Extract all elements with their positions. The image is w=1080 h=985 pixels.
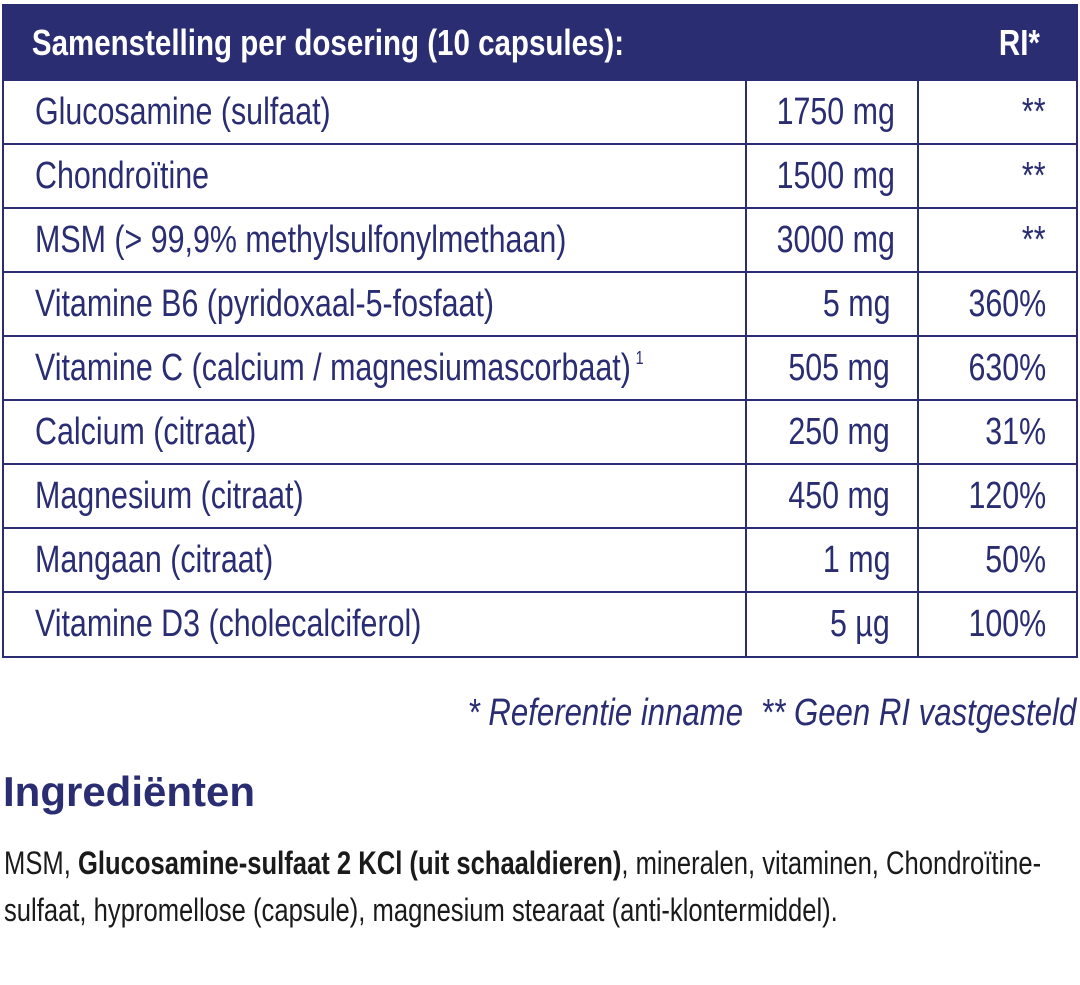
- ri-column-header: RI*: [998, 21, 1040, 63]
- ingredient-name-cell: [4, 592, 746, 656]
- ingredient-name-cell: [4, 400, 746, 464]
- table-row: [4, 80, 1076, 144]
- ingredient-amount: 1 mg: [822, 538, 890, 581]
- table-row: [4, 400, 1076, 464]
- ingredient-footnote-mark: 1: [635, 347, 644, 368]
- ingredient-name: Calcium (citraat): [35, 410, 257, 453]
- ingredient-ri: 31%: [985, 410, 1046, 453]
- ingredient-name: Vitamine D3 (cholecalciferol): [35, 603, 422, 645]
- ingredient-ri-cell: [918, 400, 1076, 464]
- ingredient-name-cell: [4, 208, 746, 272]
- ingredient-ri-cell: [918, 80, 1076, 144]
- ingredients-highlight: Glucosamine-sulfaat 2 KCl (uit schaaldieren): [77, 845, 622, 881]
- ingredients-rest: , mineralen, vitaminen, Chondroïtine-sulfaat, hypromellose (capsule), magnesium stearaat (anti-klontermiddel).: [4, 845, 1042, 928]
- ingredient-name-cell: [4, 528, 746, 592]
- ingredient-ri: 120%: [968, 474, 1046, 517]
- table-row: [4, 464, 1076, 528]
- ingredient-amount: 505 mg: [788, 346, 890, 389]
- footnote-no-ri: ** Geen RI vastgesteld: [760, 692, 1076, 734]
- ingredient-ri: 100%: [968, 603, 1046, 645]
- ingredient-amount: 1750 mg: [776, 90, 895, 133]
- ingredient-name-cell: [4, 80, 746, 144]
- ingredient-amount: 250 mg: [788, 410, 890, 453]
- ingredient-name: Magnesium (citraat): [35, 474, 304, 517]
- table-title: Samenstelling per dosering (10 capsules):: [31, 21, 625, 63]
- ingredient-name-cell: [4, 144, 746, 208]
- table-row: [4, 336, 1076, 400]
- ingredient-name: Vitamine B6 (pyridoxaal-5-fosfaat): [35, 282, 495, 325]
- ingredient-name: MSM (> 99,9% methylsulfonylmethaan): [35, 218, 567, 261]
- ingredient-ri-cell: [918, 592, 1076, 656]
- table-row: [4, 528, 1076, 592]
- ingredient-amount-cell: [746, 272, 918, 336]
- ingredient-ri-cell: [918, 144, 1076, 208]
- ingredient-ri-cell: [918, 336, 1076, 400]
- ingredient-name-cell: [4, 464, 746, 528]
- ingredient-name-cell: [4, 336, 746, 400]
- table-row: [4, 208, 1076, 272]
- ingredient-ri: 360%: [968, 282, 1046, 325]
- table-row: [4, 592, 1076, 656]
- ingredients-title: Ingrediënten: [3, 768, 256, 815]
- ingredient-name: Glucosamine (sulfaat): [35, 90, 331, 133]
- table-row: [4, 272, 1076, 336]
- ingredient-amount-cell: [746, 464, 918, 528]
- footnote: [467, 692, 1076, 735]
- ingredient-name-cell: [4, 272, 746, 336]
- ingredient-ri: **: [1022, 154, 1046, 197]
- ingredient-amount-cell: [746, 528, 918, 592]
- ingredient-ri: 630%: [968, 346, 1046, 389]
- ingredient-ri: 50%: [985, 538, 1046, 581]
- ingredient-name: Vitamine C (calcium / magnesiumascorbaat): [35, 346, 631, 389]
- ingredient-amount: 5 mg: [822, 282, 890, 325]
- ingredient-ri: **: [1022, 90, 1046, 133]
- footnote-ri-reference: * Referentie inname: [467, 692, 743, 734]
- ingredient-amount-cell: [746, 592, 918, 656]
- table-row: [4, 144, 1076, 208]
- ingredients-prefix: MSM,: [4, 845, 78, 881]
- ingredient-name: Chondroïtine: [35, 154, 210, 197]
- table-header-row: [4, 6, 1076, 80]
- ingredient-amount: 5 µg: [830, 603, 890, 645]
- nutrition-table: [2, 4, 1078, 658]
- ingredient-ri-cell: [918, 208, 1076, 272]
- ingredient-amount-cell: [746, 400, 918, 464]
- ingredient-ri-cell: [918, 272, 1076, 336]
- ingredients-text: [4, 840, 1044, 934]
- ingredient-amount-cell: [746, 336, 918, 400]
- ingredient-amount: 1500 mg: [776, 154, 895, 197]
- ingredient-amount-cell: [746, 208, 918, 272]
- ingredient-ri-cell: [918, 464, 1076, 528]
- ingredient-amount-cell: [746, 144, 918, 208]
- ingredient-amount: 450 mg: [788, 474, 890, 517]
- ingredient-ri-cell: [918, 528, 1076, 592]
- ingredient-ri: **: [1022, 218, 1046, 261]
- ingredient-name: Mangaan (citraat): [35, 538, 274, 581]
- ingredient-amount: 3000 mg: [776, 218, 895, 261]
- ingredient-amount-cell: [746, 80, 918, 144]
